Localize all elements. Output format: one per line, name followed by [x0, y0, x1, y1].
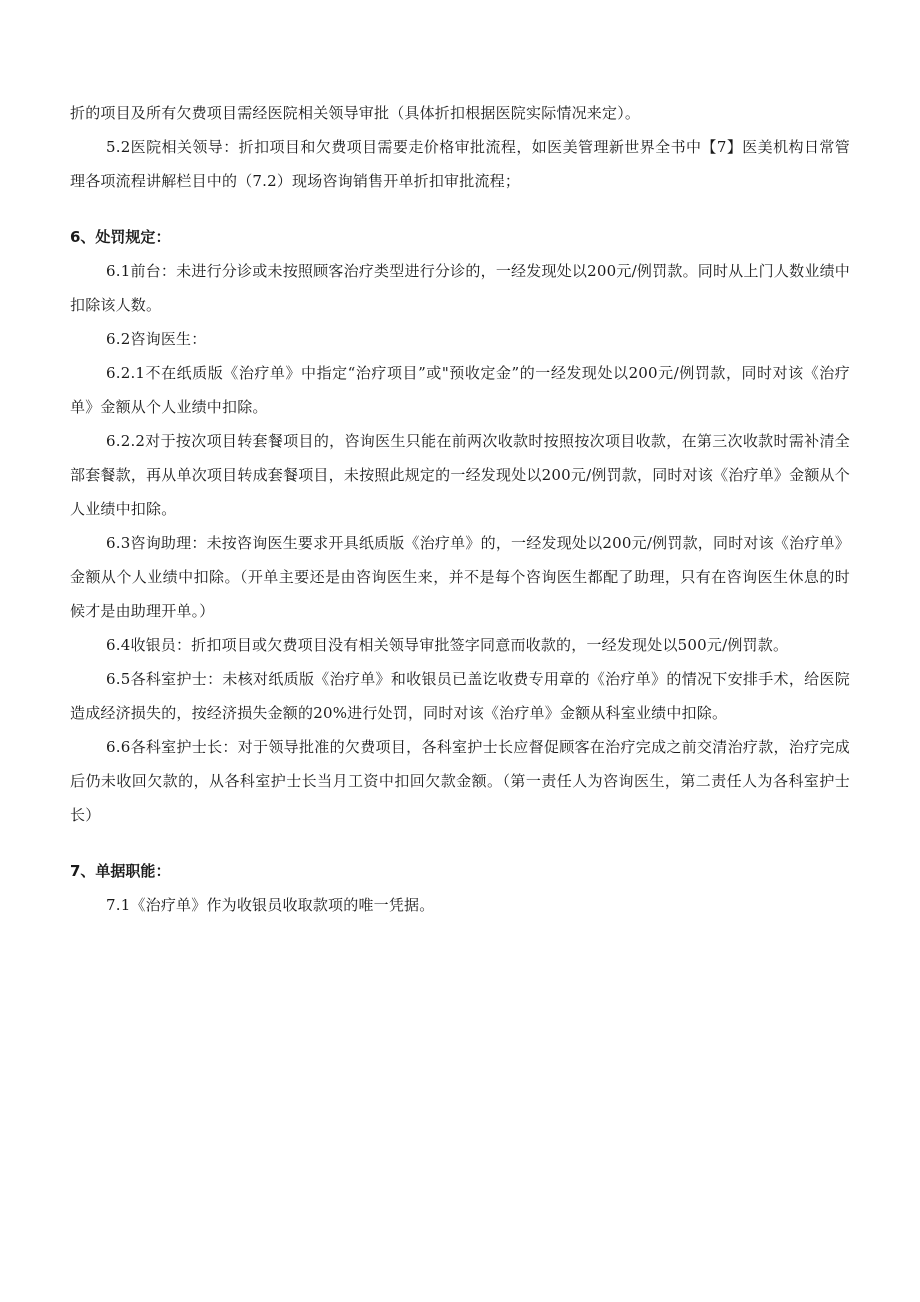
clause-6-2: 6.2咨询医生：	[106, 330, 207, 348]
clause-6-5: 6.5各科室护士：未核对纸质版《治疗单》和收银员已盖讫收费专用章的《治疗单》的情况下安排手术，给医院造成经济损失的，按经济损失金额的20%进行处罚，同时对该《治疗单》金额从科室业绩中扣除。	[70, 670, 850, 722]
section5-continuation: 折的项目及所有欠费项目需经医院相关领导审批（具体折扣根据医院实际情况来定）。	[70, 104, 641, 122]
clause-6-3: 6.3咨询助理：未按咨询医生要求开具纸质版《治疗单》的，一经发现处以200元/例罚款，同时对该《治疗单》金额从个人业绩中扣除。（开单主要还是由咨询医生来，并不是每个咨询医生都配了助理，只有在咨询医生休息的时候才是由助理开单。）	[70, 534, 850, 620]
clause-6-1: 6.1前台：未进行分诊或未按照顾客治疗类型进行分诊的，一经发现处以200元/例罚款。同时从上门人数业绩中扣除该人数。	[70, 262, 850, 314]
document-body	[70, 96, 850, 922]
clause-6-4: 6.4收银员：折扣项目或欠费项目没有相关领导审批签字同意而收款的，一经发现处以500元/例罚款。	[106, 636, 789, 654]
clause-7-1: 7.1《治疗单》作为收银员收取款项的唯一凭据。	[106, 896, 435, 914]
section7-heading: 7、单据职能：	[70, 862, 171, 880]
section6-heading: 6、处罚规定：	[70, 228, 171, 246]
spacer	[70, 198, 850, 220]
spacer	[70, 832, 850, 854]
clause-6-2-1: 6.2.1不在纸质版《治疗单》中指定“治疗项目”或"预收定金”的一经发现处以200元/例罚款，同时对该《治疗单》金额从个人业绩中扣除。	[70, 364, 850, 416]
clause-6-6: 6.6各科室护士长：对于领导批准的欠费项目，各科室护士长应督促顾客在治疗完成之前交清治疗款，治疗完成后仍未收回欠款的，从各科室护士长当月工资中扣回欠款金额。（第一责任人为咨询医生，第二责任人为各科室护士长）	[70, 738, 850, 824]
clause-5-2: 5.2医院相关领导：折扣项目和欠费项目需要走价格审批流程，如医美管理新世界全书中【7】医美机构日常管理各项流程讲解栏目中的（7.2）现场咨询销售开单折扣审批流程；	[70, 138, 850, 190]
clause-6-2-2: 6.2.2对于按次项目转套餐项目的，咨询医生只能在前两次收款时按照按次项目收款，在第三次收款时需补清全部套餐款，再从单次项目转成套餐项目，未按照此规定的一经发现处以200元/例罚款，同时对该《治疗单》金额从个人业绩中扣除。	[70, 432, 850, 518]
